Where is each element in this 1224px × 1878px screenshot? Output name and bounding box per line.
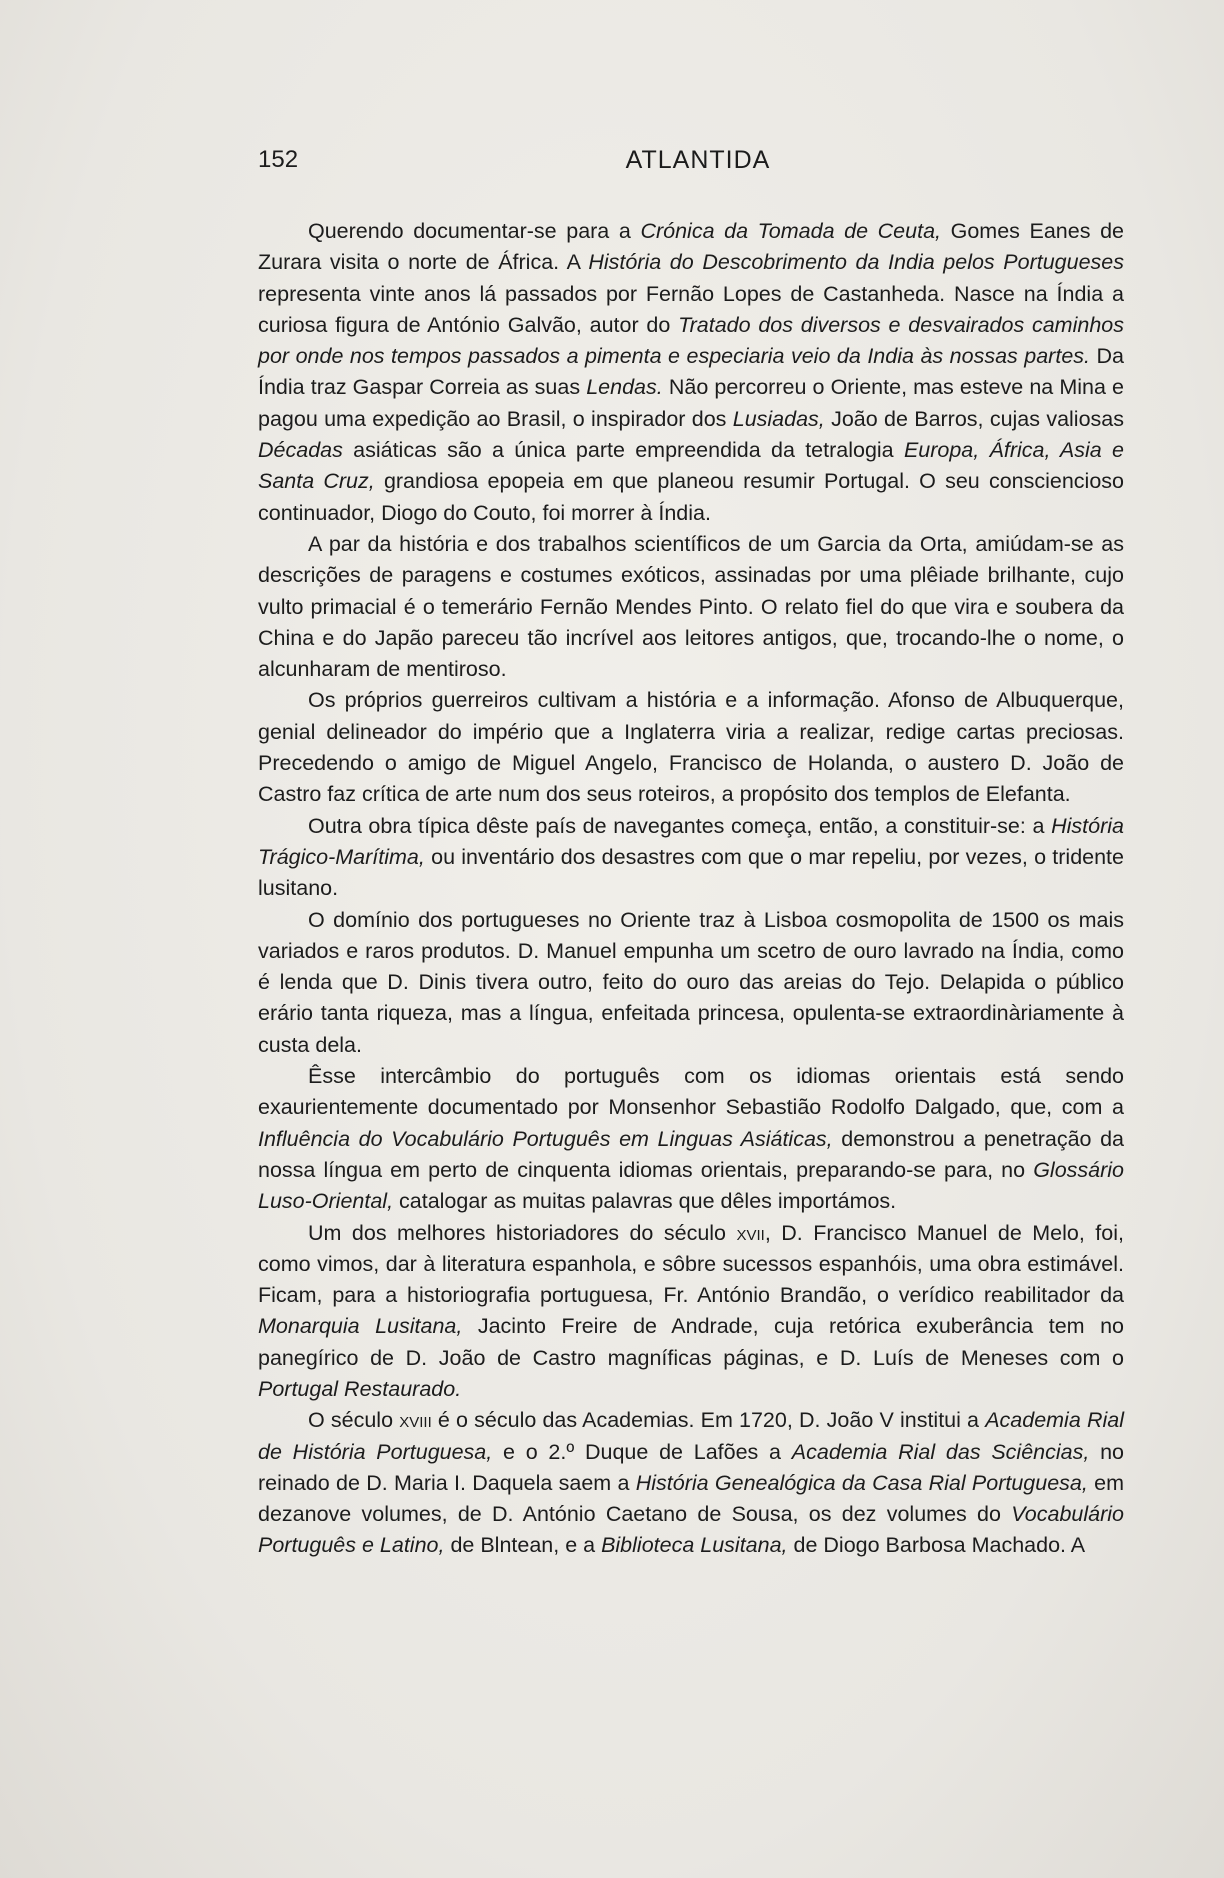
italic-title: História do Descobrimento da India pelos Portugueses [588,250,1124,275]
italic-title: Vocabulário Português e Latino, [258,1502,1124,1558]
paragraph [258,905,1124,1061]
text-run: asiáticas são a única parte empreendida da tetralogia [342,438,904,463]
italic-title: Crónica da Tomada de Ceuta, [640,219,941,243]
text-run: Outra obra típica dêste país de navegantes começa, então, a constituir-se: a [308,813,1052,838]
text-run: grandiosa epopeia em que planeou resumir Portugal. O seu consciencioso continuador, Diogo do Couto, foi morrer à Índia. [258,469,1124,525]
text-run: , D. Francisco Manuel de Melo, foi, como vimos, dar à literatura espanhola, e sôbre sucessos espanhóis, uma obra estimável. Ficam, para a historiografia portuguesa, Fr. António Brandão, o verídico reabilitador da [258,1220,1124,1308]
text-run: em dezanove volumes, de D. António Caetano de Sousa, os dez volumes do [258,1470,1124,1527]
text-run: Querendo documentar-se para a [308,219,641,243]
paragraph [258,216,1124,529]
text-run: catalogar as muitas palavras que dêles importámos. [393,1189,897,1214]
text-run: é o século das Academias. Em 1720, D. João V institui a [431,1408,986,1433]
text-run: xvii [736,1220,765,1245]
paragraph [258,529,1124,685]
text-run: João de Barros, cujas valiosas [824,406,1124,431]
text-run: e o 2.º Duque de Lafões a [492,1439,792,1464]
page-header [258,146,1138,186]
italic-title: Europa, África, Asia e Santa Cruz, [258,438,1124,494]
text-run: Não percorreu o Oriente, mas esteve na Mina e pagou uma expedição ao Brasil, o inspirador dos [258,375,1124,431]
body-text [258,216,1124,1562]
text-run: Êsse intercâmbio do português com os idiomas orientais está sendo exaurientemente documentado por Monsenhor Sebastião Rodolfo Dalgado, que, com a [258,1064,1124,1120]
italic-title: Glossário Luso-Oriental, [258,1157,1124,1214]
italic-title: História Trágico-Marítima, [258,813,1124,869]
italic-title: Lusiadas, [732,406,825,431]
text-run: Um dos melhores historiadores do século [308,1220,737,1245]
italic-title: História Genealógica da Casa Rial Portuguesa, [635,1470,1088,1495]
italic-title: Portugal Restaurado. [258,1376,462,1401]
text-run: O século [308,1408,400,1433]
paragraph [258,1218,1124,1406]
text-run: de Diogo Barbosa Machado. A [787,1533,1086,1558]
italic-title: Décadas [258,438,343,463]
paragraph [258,1061,1124,1217]
text-run: representa vinte anos lá passados por Fernão Lopes de Castanheda. Nasce na Índia a curiosa figura de António Galvão, autor do [258,281,1124,337]
text-run: Os próprios guerreiros cultivam a história e a informação. Afonso de Albuquerque, genial delineador do império que a Inglaterra viria a realizar, redige cartas preciosas. Precedendo o amigo de Miguel Angelo, Francisco de Holanda, o austero D. João de Castro faz crítica de arte num dos seus roteiros, a propósito dos templos de Elefanta. [258,688,1124,807]
text-run: Gomes Eanes de Zurara visita o norte de África. A [258,219,1124,275]
italic-title: Lendas. [586,375,663,400]
italic-title: Academia Rial de História Portuguesa, [258,1408,1124,1464]
text-run: no reinado de D. Maria I. Daquela saem a [258,1439,1124,1495]
paragraph [258,811,1124,905]
text-run: Da Índia traz Gaspar Correia as suas [258,344,1124,400]
italic-title: Monarquia Lusitana, [258,1314,463,1339]
italic-title: Influência do Vocabulário Português em Linguas Asiáticas, [258,1126,833,1151]
text-run: Jacinto Freire de Andrade, cuja retórica exuberância tem no panegírico de D. João de Castro magníficas páginas, e D. Luís de Meneses com o [258,1314,1124,1370]
italic-title: Tratado dos diversos e desvairados caminhos por onde nos tempos passados a pimenta e especiaria veio da India às nossas partes. [258,312,1124,369]
text-run: ou inventário dos desastres com que o mar repeliu, por vezes, o tridente lusitano. [258,844,1124,901]
text-run: demonstrou a penetração da nossa língua em perto de cinquenta idiomas orientais, preparando-se para, no [258,1126,1124,1182]
text-run: O domínio dos portugueses no Oriente traz à Lisboa cosmopolita de 1500 os mais variados e raros produtos. D. Manuel empunha um scetro de ouro lavrado na Índia, como é lenda que D. Dinis tivera outro, feito do ouro das areias do Tejo. Delapida o público erário tanta riqueza, mas a língua, enfeitada princesa, opulenta-se extraordinàriamente à custa dela. [258,907,1124,1057]
text-run: xviii [399,1408,432,1433]
page-number: 152 [258,146,299,173]
paragraph [258,685,1124,810]
text-run: de Blntean, e a [444,1533,602,1558]
italic-title: Academia Rial das Sciências, [791,1439,1090,1464]
running-title: ATLANTIDA [625,146,771,174]
italic-title: Biblioteca Lusitana, [601,1533,788,1558]
paragraph [258,1405,1124,1561]
text-run: A par da história e dos trabalhos scientíficos de um Garcia da Orta, amiúdam-se as descrições de paragens e costumes exóticos, assinadas por uma plêiade brilhante, cujo vulto primacial é o temerário Fernão Mendes Pinto. O relato fiel do que vira e soubera da China e do Japão pareceu tão incrível aos leitores antigos, que, trocando-lhe o nome, o alcunharam de mentiroso. [258,531,1124,682]
